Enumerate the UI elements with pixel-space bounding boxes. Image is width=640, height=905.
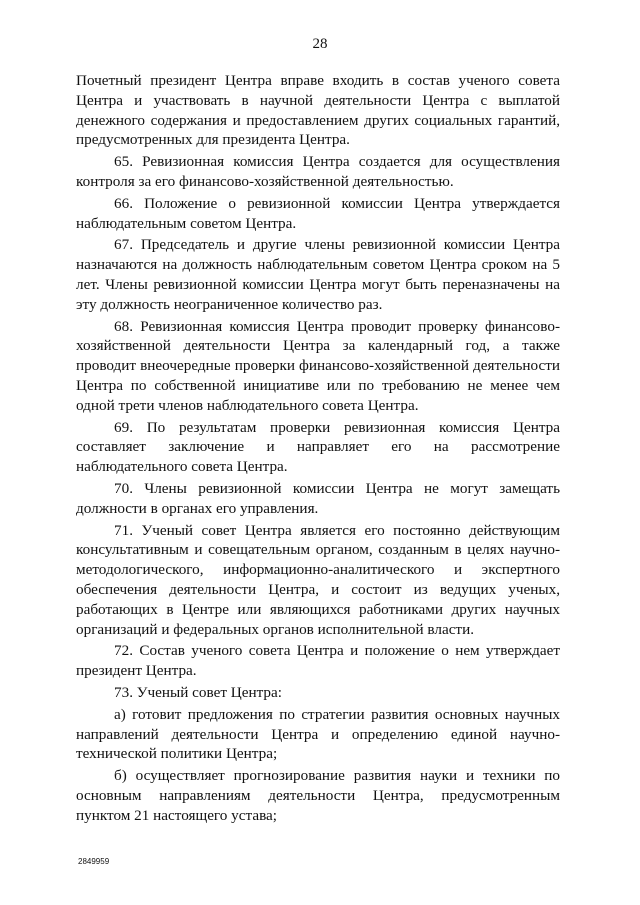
paragraph-71: 71. Ученый совет Центра является его постоянно действующим консультативным и совещательным органом, созданным в целях научно-методологического, информационно-аналитического и экспертного обеспечения деятельности Центра, и состоит из ведущих ученых, работающих в Центре или являющихся работниками других научных организаций и федеральных органов исполнительной власти. (76, 521, 560, 638)
paragraph-73-b: б) осуществляет прогнозирование развития науки и техники по основным направлениям деятельности Центра, предусмотренным пунктом 21 настоящего устава; (76, 767, 560, 824)
paragraph-68: 68. Ревизионная комиссия Центра проводит проверку финансово-хозяйственной деятельности Центра за календарный год, а также проводит внеочередные проверки финансово-хозяйственной деятельности Центра по собственной инициативе или по требованию не менее чем одной трети членов наблюдательного совета Центра. (76, 317, 560, 414)
paragraph-65: 65. Ревизионная комиссия Центра создается для осуществления контроля за его финансово-хозяйственной деятельностью. (76, 153, 560, 190)
paragraph-73-a: а) готовит предложения по стратегии развития основных научных направлений деятельности Центра и определению единой научно-технической политики Центра; (76, 705, 560, 763)
paragraph-70: 70. Члены ревизионной комиссии Центра не могут замещать должности в органах его управления. (76, 479, 560, 517)
paragraph-honorary-president: Почетный президент Центра вправе входить в состав ученого совета Центра и участвовать в научной деятельности Центра с выплатой денежного содержания и предоставлением других социальных гарантий, предусмотренных для президента Центра. (76, 72, 560, 149)
paragraph-69: 69. По результатам проверки ревизионная комиссия Центра составляет заключение и направляет его на рассмотрение наблюдательного совета Центра. (76, 418, 560, 476)
document-code: 2849959 (78, 857, 110, 866)
page-number: 28 (312, 36, 328, 52)
paragraph-73: 73. Ученый совет Центра: (114, 683, 282, 701)
paragraph-72: 72. Состав ученого совета Центра и положение о нем утверждает президент Центра. (76, 642, 560, 680)
paragraph-66: 66. Положение о ревизионной комиссии Центра утверждается наблюдательным советом Центра. (76, 194, 560, 232)
document-body (76, 71, 560, 827)
paragraph-67: 67. Председатель и другие члены ревизионной комиссии Центра назначаются на должность наблюдательным советом Центра сроком на 5 лет. Члены ревизионной комиссии Центра могут быть переназначены на эту должность неограниченное количество раз. (76, 236, 560, 313)
